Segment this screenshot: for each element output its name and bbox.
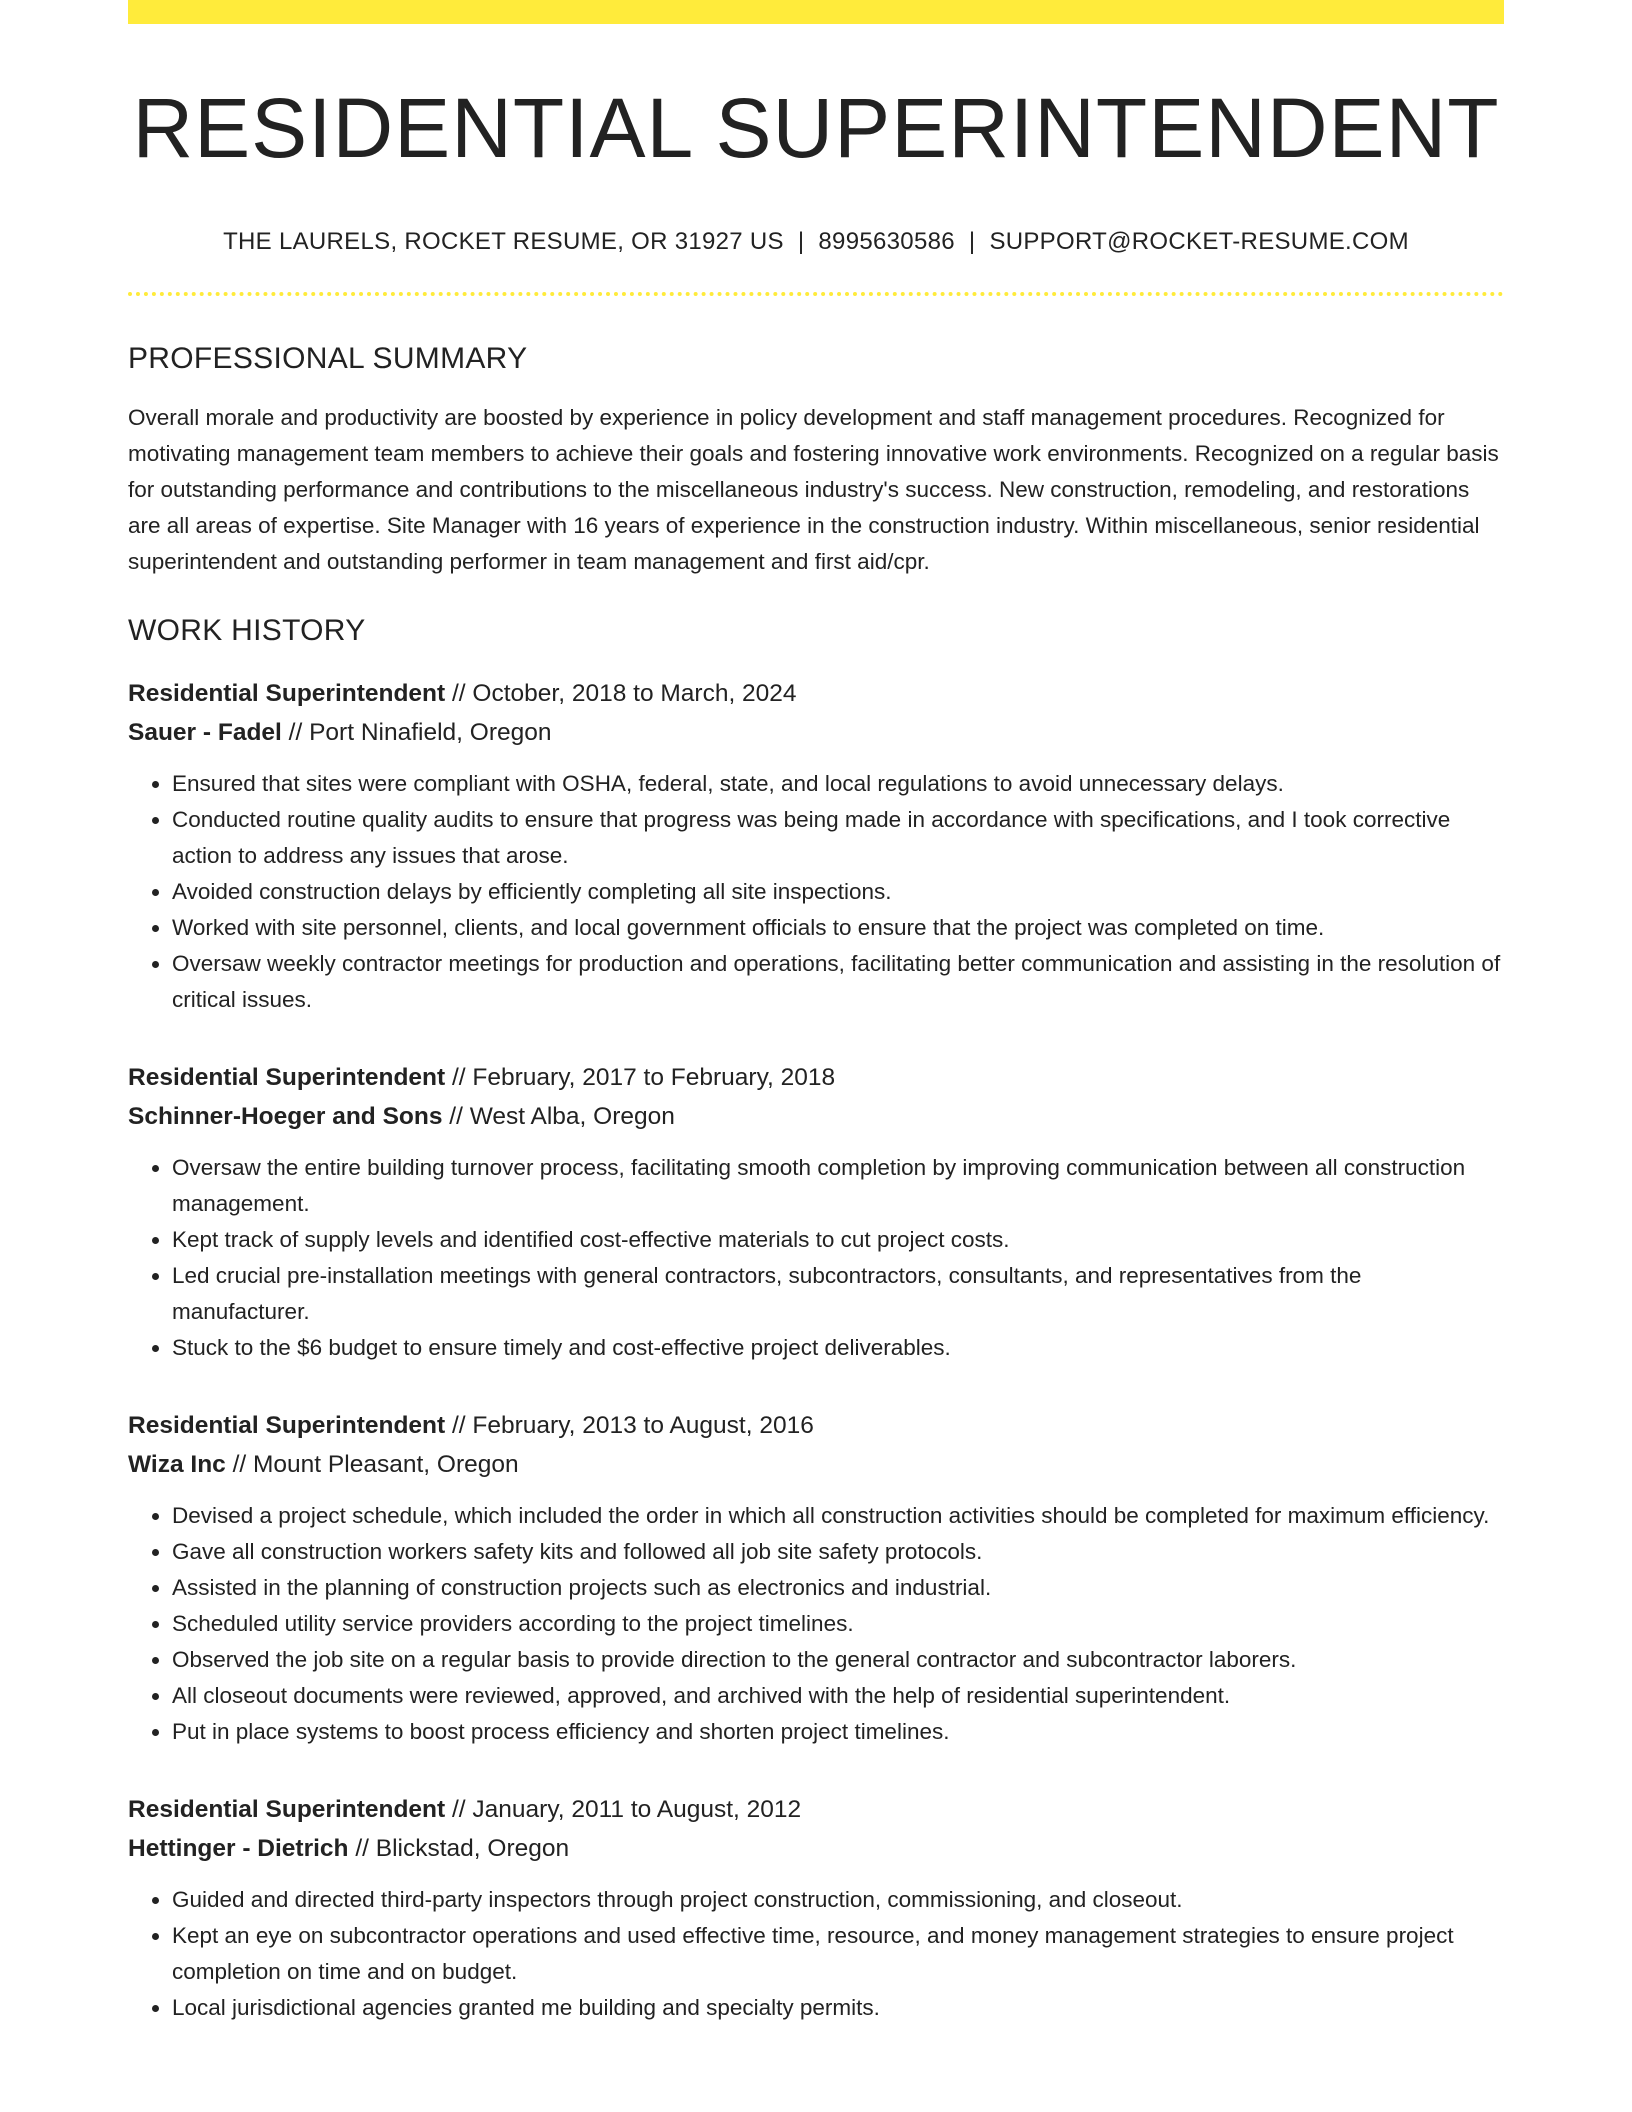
job-entry	[128, 1058, 1504, 1366]
bullet-item: • Local jurisdictional agencies granted me building and specialty permits.	[172, 1990, 1504, 2026]
contact-line	[128, 228, 1504, 256]
job-title-line	[128, 1058, 1504, 1097]
job-company: Sauer - Fadel	[128, 719, 282, 747]
job-bullets	[128, 1882, 1504, 2026]
bullet-item: • All closeout documents were reviewed, approved, and archived with the help of residential superintendent.	[172, 1678, 1504, 1714]
job-location: // Blickstad, Oregon	[348, 1835, 570, 1863]
job-entry	[128, 674, 1504, 1018]
job-entry	[128, 1406, 1504, 1750]
job-location: // Mount Pleasant, Oregon	[225, 1451, 519, 1479]
bullet-item: • Oversaw weekly contractor meetings for production and operations, facilitating better communication and assisting in the resolution of critical issues.	[172, 946, 1504, 1018]
bullet-item: • Scheduled utility service providers according to the project timelines.	[172, 1606, 1504, 1642]
contact-address: THE LAURELS, ROCKET RESUME, OR 31927 US	[223, 228, 784, 256]
summary-heading: PROFESSIONAL SUMMARY	[128, 342, 528, 376]
contact-separator: |	[797, 228, 805, 256]
work-history-heading: WORK HISTORY	[128, 614, 366, 648]
job-company-line	[128, 1829, 1504, 1868]
contact-phone: 8995630586	[818, 228, 955, 256]
bullet-item: • Led crucial pre-installation meetings with general contractors, subcontractors, consultants, and representatives from the manufacturer.	[172, 1258, 1504, 1330]
job-title-line	[128, 1406, 1504, 1445]
job-dates: // January, 2011 to August, 2012	[445, 1796, 802, 1824]
contact-email: SUPPORT@ROCKET-RESUME.COM	[989, 228, 1409, 256]
summary-text: Overall morale and productivity are boosted by experience in policy development and staff management procedures. Recognized for motivating management team members to achieve their goals and fostering innovative work environments. Recognized on a regular basis for outstanding performance and contributions to the miscellaneous industry's success. New construction, remodeling, and restorations are all areas of expertise. Site Manager with 16 years of experience in the construction industry. Within miscellaneous, senior residential superintendent and outstanding performer in team management and first aid/cpr.	[128, 405, 1499, 575]
bullet-item: • Stuck to the $6 budget to ensure timely and cost-effective project deliverables.	[172, 1330, 1504, 1366]
job-company: Hettinger - Dietrich	[128, 1835, 349, 1863]
job-company-line	[128, 713, 1504, 752]
job-bullets	[128, 1150, 1504, 1366]
bullet-item: • Ensured that sites were compliant with OSHA, federal, state, and local regulations to avoid unnecessary delays.	[172, 766, 1504, 802]
top-accent-bar	[128, 0, 1504, 24]
job-role: Residential Superintendent	[128, 1064, 446, 1092]
bullet-item: • Conducted routine quality audits to ensure that progress was being made in accordance with specifications, and I took corrective action to address any issues that arose.	[172, 802, 1504, 874]
bullet-item: • Kept an eye on subcontractor operations and used effective time, resource, and money management strategies to ensure project completion on time and on budget.	[172, 1918, 1504, 1990]
bullet-item: • Gave all construction workers safety kits and followed all job site safety protocols.	[172, 1534, 1504, 1570]
job-title-line	[128, 1790, 1504, 1829]
job-entry	[128, 1790, 1504, 2026]
job-dates: // October, 2018 to March, 2024	[445, 680, 797, 708]
bullet-item: • Guided and directed third-party inspectors through project construction, commissioning, and closeout.	[172, 1882, 1504, 1918]
bullet-item: • Avoided construction delays by efficiently completing all site inspections.	[172, 874, 1504, 910]
job-company: Wiza Inc	[128, 1451, 226, 1479]
job-dates: // February, 2017 to February, 2018	[445, 1064, 836, 1092]
bullet-item: • Observed the job site on a regular basis to provide direction to the general contractor and subcontractor laborers.	[172, 1642, 1504, 1678]
bullet-item: • Kept track of supply levels and identified cost-effective materials to cut project costs.	[172, 1222, 1504, 1258]
job-company: Schinner-Hoeger and Sons	[128, 1103, 443, 1131]
dotted-divider	[128, 292, 1504, 296]
job-location: // West Alba, Oregon	[442, 1103, 675, 1131]
contact-separator: |	[968, 228, 976, 256]
bullet-item: • Oversaw the entire building turnover process, facilitating smooth completion by improving communication between all construction management.	[172, 1150, 1504, 1222]
job-bullets	[128, 1498, 1504, 1750]
job-role: Residential Superintendent	[128, 680, 446, 708]
job-location: // Port Ninafield, Oregon	[281, 719, 552, 747]
bullet-item: • Assisted in the planning of construction projects such as electronics and industrial.	[172, 1570, 1504, 1606]
job-role: Residential Superintendent	[128, 1412, 446, 1440]
resume-title: RESIDENTIAL SUPERINTENDENT	[132, 81, 1500, 175]
job-company-line	[128, 1097, 1504, 1136]
job-title-line	[128, 674, 1504, 713]
job-role: Residential Superintendent	[128, 1796, 446, 1824]
job-company-line	[128, 1445, 1504, 1484]
job-dates: // February, 2013 to August, 2016	[445, 1412, 814, 1440]
resume-page	[128, 0, 1504, 2026]
bullet-item: • Worked with site personnel, clients, and local government officials to ensure that the project was completed on time.	[172, 910, 1504, 946]
job-bullets	[128, 766, 1504, 1018]
bullet-item: • Devised a project schedule, which included the order in which all construction activities should be completed for maximum efficiency.	[172, 1498, 1504, 1534]
bullet-item: • Put in place systems to boost process efficiency and shorten project timelines.	[172, 1714, 1504, 1750]
